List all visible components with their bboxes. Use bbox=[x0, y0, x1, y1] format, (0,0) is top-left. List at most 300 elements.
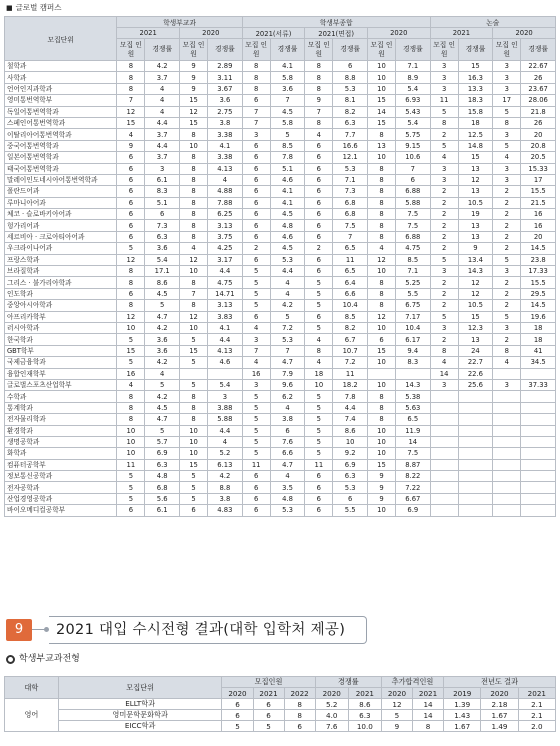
table-cell: 15 bbox=[179, 345, 207, 356]
table-cell bbox=[521, 402, 556, 413]
table-cell: 5.3 bbox=[270, 505, 305, 516]
table-cell: 4.2 bbox=[270, 300, 305, 311]
table-cell: 12 bbox=[458, 174, 493, 185]
table-cell: 7.7 bbox=[333, 129, 368, 140]
table-cell: 3 bbox=[430, 322, 458, 333]
table-cell: 5.2 bbox=[208, 448, 243, 459]
table-cell: 3.38 bbox=[208, 129, 243, 140]
table-cell: 4 bbox=[179, 243, 207, 254]
table-cell: 6 bbox=[117, 163, 145, 174]
department-name: 바이오메디컬공학부 bbox=[5, 505, 117, 516]
table-row bbox=[5, 357, 556, 368]
department-name: 화학과 bbox=[5, 448, 117, 459]
table-cell: 17.33 bbox=[521, 266, 556, 277]
table-cell: 3.6 bbox=[270, 83, 305, 94]
table-cell: 8 bbox=[367, 391, 395, 402]
table-cell: 4 bbox=[430, 152, 458, 163]
table-cell: 3.8 bbox=[208, 117, 243, 128]
table-cell: 5 bbox=[117, 243, 145, 254]
table-cell: 3 bbox=[430, 379, 458, 390]
table-cell: 10 bbox=[367, 448, 395, 459]
table-cell: 4.5 bbox=[270, 209, 305, 220]
table-cell: 8 bbox=[367, 220, 395, 231]
table-cell bbox=[430, 448, 458, 459]
table-cell: 5 bbox=[430, 311, 458, 322]
header-year: 2020 bbox=[315, 688, 348, 699]
table-cell: 6.9 bbox=[145, 448, 180, 459]
table-cell: 8.6 bbox=[145, 277, 180, 288]
table-cell: 8.3 bbox=[145, 186, 180, 197]
table-cell: 13 bbox=[458, 163, 493, 174]
table-cell: 4 bbox=[208, 174, 243, 185]
header-ratio: 경쟁률 bbox=[208, 39, 243, 61]
table-cell: 4.5 bbox=[270, 106, 305, 117]
table-cell: 7.6 bbox=[315, 721, 348, 732]
table-cell: 8 bbox=[367, 197, 395, 208]
table-cell: 10 bbox=[367, 505, 395, 516]
header-year: 2021 bbox=[413, 688, 444, 699]
table-cell: 10 bbox=[367, 83, 395, 94]
table-cell: 15 bbox=[179, 95, 207, 106]
table-cell: 5.3 bbox=[270, 254, 305, 265]
header-ratio: 경쟁률 bbox=[458, 39, 493, 61]
table-cell: 8.1 bbox=[333, 95, 368, 106]
table-cell: 10 bbox=[179, 322, 207, 333]
table-cell: 6 bbox=[242, 197, 270, 208]
table-cell: 6.1 bbox=[145, 174, 180, 185]
table-cell: 16.6 bbox=[333, 140, 368, 151]
campus-name: 글로벌 캠퍼스 bbox=[15, 3, 62, 12]
table-cell: 12 bbox=[367, 254, 395, 265]
table-cell: 7.2 bbox=[270, 322, 305, 333]
table-cell: 8 bbox=[179, 414, 207, 425]
table-cell: 3.7 bbox=[145, 152, 180, 163]
table-cell: 3.5 bbox=[270, 482, 305, 493]
table-cell: 6 bbox=[242, 163, 270, 174]
table-cell: 2 bbox=[493, 277, 521, 288]
table-cell: 4.2 bbox=[145, 391, 180, 402]
header-year: 2020 bbox=[367, 28, 430, 39]
table-cell: 15 bbox=[458, 61, 493, 72]
table-cell: 10 bbox=[179, 266, 207, 277]
table-row bbox=[5, 95, 556, 106]
header-year: 2020 bbox=[179, 28, 242, 39]
table-cell: 6.67 bbox=[396, 493, 431, 504]
table-cell bbox=[521, 471, 556, 482]
table-row bbox=[5, 83, 556, 94]
department-name: 정보통신공학과 bbox=[5, 471, 117, 482]
table-row bbox=[5, 368, 556, 379]
table-cell: 12.1 bbox=[333, 152, 368, 163]
table-cell bbox=[521, 459, 556, 470]
table-cell: 6.4 bbox=[333, 277, 368, 288]
department-name: 인도학과 bbox=[5, 288, 117, 299]
table-cell: 5 bbox=[493, 254, 521, 265]
table-cell: 20.8 bbox=[521, 140, 556, 151]
table-cell: 6.8 bbox=[333, 197, 368, 208]
table-cell: 2 bbox=[430, 243, 458, 254]
table-cell: 6.3 bbox=[145, 459, 180, 470]
header-group-kyogwa: 학생부교과 bbox=[117, 17, 242, 28]
header-year: 2020 bbox=[381, 688, 412, 699]
table-cell: 7 bbox=[179, 288, 207, 299]
table-cell: 6.7 bbox=[333, 334, 368, 345]
table-cell: 6 bbox=[242, 231, 270, 242]
table-cell: 11 bbox=[242, 459, 270, 470]
department-name: 한국학과 bbox=[5, 334, 117, 345]
table-cell: 5 bbox=[305, 436, 333, 447]
table-cell: 5 bbox=[430, 106, 458, 117]
table-cell bbox=[430, 482, 458, 493]
table-cell bbox=[493, 391, 521, 402]
table-cell: 12 bbox=[117, 106, 145, 117]
table-row bbox=[5, 129, 556, 140]
table-cell: 14 bbox=[430, 368, 458, 379]
table-cell: 15 bbox=[367, 345, 395, 356]
table-cell: 8 bbox=[367, 288, 395, 299]
table-cell: 7.8 bbox=[270, 152, 305, 163]
table-cell: 9.15 bbox=[396, 140, 431, 151]
table-cell bbox=[458, 414, 493, 425]
table-cell: 6 bbox=[305, 174, 333, 185]
table-cell: 4.2 bbox=[145, 61, 180, 72]
department-name: 아프리카학부 bbox=[5, 311, 117, 322]
department-name: 사학과 bbox=[5, 72, 117, 83]
header-quota: 모집 인원 bbox=[242, 39, 270, 61]
table-cell: 8 bbox=[117, 277, 145, 288]
table-cell: 6 bbox=[222, 699, 253, 710]
table-cell: 2.1 bbox=[518, 699, 555, 710]
table-cell: 8 bbox=[493, 345, 521, 356]
table-cell: 14 bbox=[413, 710, 444, 721]
table-cell bbox=[521, 505, 556, 516]
table-cell: 4 bbox=[493, 357, 521, 368]
table-cell: 29.5 bbox=[521, 288, 556, 299]
table-cell: 6 bbox=[305, 482, 333, 493]
table-cell: 3 bbox=[430, 266, 458, 277]
department-name: 우크라이나어과 bbox=[5, 243, 117, 254]
table-cell: 3 bbox=[493, 266, 521, 277]
table-cell: 6.2 bbox=[270, 391, 305, 402]
table-cell: 5.38 bbox=[396, 391, 431, 402]
square-bullet-icon: ■ bbox=[6, 4, 13, 12]
table-cell: 10 bbox=[367, 379, 395, 390]
header-unit: 모집단위 bbox=[58, 677, 222, 699]
table-cell: 10 bbox=[117, 448, 145, 459]
table-row bbox=[5, 448, 556, 459]
table-cell: 7.3 bbox=[145, 220, 180, 231]
table-cell: 13.3 bbox=[458, 83, 493, 94]
table-cell: 4.13 bbox=[208, 163, 243, 174]
table-cell: 5.3 bbox=[333, 163, 368, 174]
table-cell: 2.18 bbox=[481, 699, 518, 710]
table-row bbox=[5, 266, 556, 277]
table-cell: 41 bbox=[521, 345, 556, 356]
table-cell: 6 bbox=[117, 186, 145, 197]
table-cell: 4 bbox=[242, 322, 270, 333]
table-cell: 6 bbox=[117, 288, 145, 299]
table-cell: 6 bbox=[270, 425, 305, 436]
header-quota: 모집 인원 bbox=[179, 39, 207, 61]
department-name: 융합인재학부 bbox=[5, 368, 117, 379]
table-row bbox=[5, 471, 556, 482]
table-cell: 3 bbox=[493, 72, 521, 83]
table-cell: 8.2 bbox=[333, 106, 368, 117]
table-cell: 3 bbox=[242, 379, 270, 390]
header-year: 2021 bbox=[518, 688, 555, 699]
table-cell: 5.75 bbox=[396, 129, 431, 140]
table-row bbox=[5, 231, 556, 242]
table-cell: 5.7 bbox=[145, 436, 180, 447]
department-name: 환경학과 bbox=[5, 425, 117, 436]
table-cell: 4 bbox=[242, 357, 270, 368]
table-cell: 8.87 bbox=[396, 459, 431, 470]
table-cell bbox=[430, 459, 458, 470]
table-cell: 4.5 bbox=[145, 288, 180, 299]
table-cell: 4 bbox=[145, 83, 180, 94]
subsection-title-text: 학생부교과전형 bbox=[19, 654, 80, 664]
table-cell: 3 bbox=[493, 174, 521, 185]
table-cell bbox=[458, 402, 493, 413]
table-cell: 4.5 bbox=[270, 243, 305, 254]
table-cell: 4.4 bbox=[208, 266, 243, 277]
table-row bbox=[5, 197, 556, 208]
department-name: 그리스 · 불가리아학과 bbox=[5, 277, 117, 288]
table-cell: 37.33 bbox=[521, 379, 556, 390]
table-cell: 8 bbox=[284, 699, 315, 710]
table-cell: 14.5 bbox=[521, 243, 556, 254]
section-title: 2021 대입 수시전형 결과(대학 입학처 제공) bbox=[56, 622, 346, 638]
table-cell: 4.4 bbox=[145, 140, 180, 151]
header-year: 2021 bbox=[117, 28, 180, 39]
table-cell: 7.1 bbox=[396, 266, 431, 277]
table-cell: 5 bbox=[242, 448, 270, 459]
table-cell: 13 bbox=[458, 186, 493, 197]
table-cell: 10 bbox=[367, 322, 395, 333]
table-cell: 6 bbox=[117, 209, 145, 220]
table-cell: 12 bbox=[179, 311, 207, 322]
table-cell: 7.5 bbox=[333, 220, 368, 231]
table-cell: 12 bbox=[458, 277, 493, 288]
table-cell: 5.3 bbox=[333, 83, 368, 94]
table-cell: 6 bbox=[242, 95, 270, 106]
table-cell: 10.0 bbox=[348, 721, 381, 732]
table-cell: 8 bbox=[179, 174, 207, 185]
table-cell: 20 bbox=[521, 129, 556, 140]
table-cell: 8.8 bbox=[208, 482, 243, 493]
header-ratio: 경쟁률 bbox=[521, 39, 556, 61]
table-cell: 4.6 bbox=[270, 231, 305, 242]
table-cell: 6.8 bbox=[333, 209, 368, 220]
table-cell: 5 bbox=[242, 266, 270, 277]
table-cell: 10 bbox=[117, 322, 145, 333]
table-cell: 7 bbox=[270, 95, 305, 106]
table-cell bbox=[521, 391, 556, 402]
table-cell: 5 bbox=[242, 425, 270, 436]
header-ratio: 경쟁률 bbox=[145, 39, 180, 61]
department-name: 프랑스학과 bbox=[5, 254, 117, 265]
table-cell: 7 bbox=[305, 106, 333, 117]
table-cell: 2 bbox=[430, 288, 458, 299]
table-row bbox=[5, 300, 556, 311]
department-name: 루마니아어과 bbox=[5, 197, 117, 208]
table-cell: 8 bbox=[413, 721, 444, 732]
department-name: 러시아학과 bbox=[5, 322, 117, 333]
table-row bbox=[5, 379, 556, 390]
table-cell: 3.6 bbox=[145, 334, 180, 345]
table-cell: 4.8 bbox=[145, 471, 180, 482]
header-year: 2022 bbox=[284, 688, 315, 699]
table-cell: 2 bbox=[493, 288, 521, 299]
table-cell: 6 bbox=[222, 710, 253, 721]
table-cell: 6 bbox=[284, 721, 315, 732]
table-row bbox=[5, 391, 556, 402]
table-cell: 8 bbox=[242, 61, 270, 72]
table-cell bbox=[493, 471, 521, 482]
table-row bbox=[5, 209, 556, 220]
table-cell: 15 bbox=[458, 311, 493, 322]
table-cell: 6 bbox=[305, 209, 333, 220]
ring-bullet-icon bbox=[6, 655, 15, 664]
table-cell: 8 bbox=[430, 117, 458, 128]
table-cell: 5 bbox=[117, 482, 145, 493]
header-year: 2021 bbox=[253, 688, 284, 699]
table-cell: 16 bbox=[521, 209, 556, 220]
table-cell: 7 bbox=[333, 231, 368, 242]
table-cell: 5.1 bbox=[270, 163, 305, 174]
department-name: 수학과 bbox=[5, 391, 117, 402]
table-row bbox=[5, 414, 556, 425]
table-cell: 5 bbox=[305, 288, 333, 299]
table-cell: 5 bbox=[222, 721, 253, 732]
table-cell: 11 bbox=[430, 95, 458, 106]
table-cell: 6.25 bbox=[208, 209, 243, 220]
table-cell: 3.17 bbox=[208, 254, 243, 265]
table-cell: 8 bbox=[242, 83, 270, 94]
table-row bbox=[5, 288, 556, 299]
table-cell: 5.6 bbox=[145, 493, 180, 504]
table-cell: 18.2 bbox=[333, 379, 368, 390]
department-name: ELLT학과 bbox=[58, 699, 222, 710]
table-cell: 24 bbox=[458, 345, 493, 356]
table-cell: 10 bbox=[179, 436, 207, 447]
table-cell: 13 bbox=[458, 334, 493, 345]
table-cell: 8.22 bbox=[396, 471, 431, 482]
table-cell: 8 bbox=[367, 277, 395, 288]
department-name: 헝가리어과 bbox=[5, 220, 117, 231]
header-quota: 모집 인원 bbox=[117, 39, 145, 61]
header-year: 2021 bbox=[348, 688, 381, 699]
table-cell: 4.1 bbox=[270, 197, 305, 208]
header-group-prev: 전년도 결과 bbox=[444, 677, 556, 688]
department-name: 철학과 bbox=[5, 61, 117, 72]
table-cell: 3 bbox=[493, 129, 521, 140]
table-cell: 3 bbox=[493, 379, 521, 390]
table-cell: 4 bbox=[117, 129, 145, 140]
table-row bbox=[5, 61, 556, 72]
table-cell: 8 bbox=[179, 186, 207, 197]
table-cell: 5 bbox=[117, 493, 145, 504]
table-cell: 3 bbox=[208, 391, 243, 402]
table-cell: 2 bbox=[493, 334, 521, 345]
table-cell: 5 bbox=[305, 391, 333, 402]
table-cell: 12 bbox=[117, 311, 145, 322]
table-cell: 9 bbox=[305, 95, 333, 106]
table-cell: 5 bbox=[305, 402, 333, 413]
table-cell bbox=[521, 368, 556, 379]
table-cell: 6.1 bbox=[145, 505, 180, 516]
table-cell: 5.2 bbox=[315, 699, 348, 710]
table-cell: 4 bbox=[208, 436, 243, 447]
table-cell: 22.6 bbox=[458, 368, 493, 379]
table-cell: 6 bbox=[179, 505, 207, 516]
table-cell bbox=[493, 459, 521, 470]
table-cell: 3.88 bbox=[208, 402, 243, 413]
table-cell: 5 bbox=[242, 436, 270, 447]
table-cell: 6 bbox=[333, 61, 368, 72]
table-cell: 9 bbox=[381, 721, 412, 732]
table-cell: 6 bbox=[242, 174, 270, 185]
table-cell: 2 bbox=[305, 243, 333, 254]
table-row bbox=[5, 163, 556, 174]
table-cell: 6.13 bbox=[208, 459, 243, 470]
table-cell: 6.17 bbox=[396, 334, 431, 345]
table-cell: 8 bbox=[305, 83, 333, 94]
table-cell: 5.4 bbox=[396, 117, 431, 128]
table-cell: 4.7 bbox=[270, 357, 305, 368]
header-year: 2020 bbox=[481, 688, 518, 699]
table-cell bbox=[458, 505, 493, 516]
table-cell: 4.1 bbox=[270, 186, 305, 197]
table-cell: 4.4 bbox=[333, 402, 368, 413]
table-cell bbox=[521, 493, 556, 504]
table-cell: 4 bbox=[305, 357, 333, 368]
table-cell: 14 bbox=[413, 699, 444, 710]
table-cell: 10.4 bbox=[333, 300, 368, 311]
table-cell: 2.1 bbox=[518, 710, 555, 721]
section-number: 9 bbox=[6, 619, 32, 641]
table-cell: 2 bbox=[430, 129, 458, 140]
table-cell: 9 bbox=[179, 72, 207, 83]
table-cell: 6.3 bbox=[348, 710, 381, 721]
table-cell: 4.1 bbox=[208, 140, 243, 151]
table-cell: 5 bbox=[242, 402, 270, 413]
table-cell: 6 bbox=[242, 152, 270, 163]
table-cell: 6 bbox=[396, 174, 431, 185]
table-cell: 3.11 bbox=[208, 72, 243, 83]
table-cell: 6 bbox=[305, 254, 333, 265]
table-cell: 8 bbox=[367, 129, 395, 140]
table-cell: 2 bbox=[430, 334, 458, 345]
table-cell: 15 bbox=[367, 95, 395, 106]
table-cell: 6 bbox=[305, 152, 333, 163]
table-cell: 2.0 bbox=[518, 721, 555, 732]
table-cell: 5 bbox=[145, 379, 180, 390]
table-cell: 1.43 bbox=[444, 710, 481, 721]
table-cell: 8 bbox=[179, 152, 207, 163]
table-cell: 3.13 bbox=[208, 220, 243, 231]
table-row bbox=[5, 721, 556, 732]
table-cell: 6 bbox=[305, 220, 333, 231]
table-cell: 23.8 bbox=[521, 254, 556, 265]
table-cell: 15 bbox=[117, 345, 145, 356]
table-cell: 6 bbox=[242, 493, 270, 504]
table-cell: 14 bbox=[396, 436, 431, 447]
table-cell: 8 bbox=[367, 209, 395, 220]
table-cell: 8 bbox=[179, 391, 207, 402]
table-cell: 4 bbox=[270, 277, 305, 288]
table-cell: 5 bbox=[493, 140, 521, 151]
